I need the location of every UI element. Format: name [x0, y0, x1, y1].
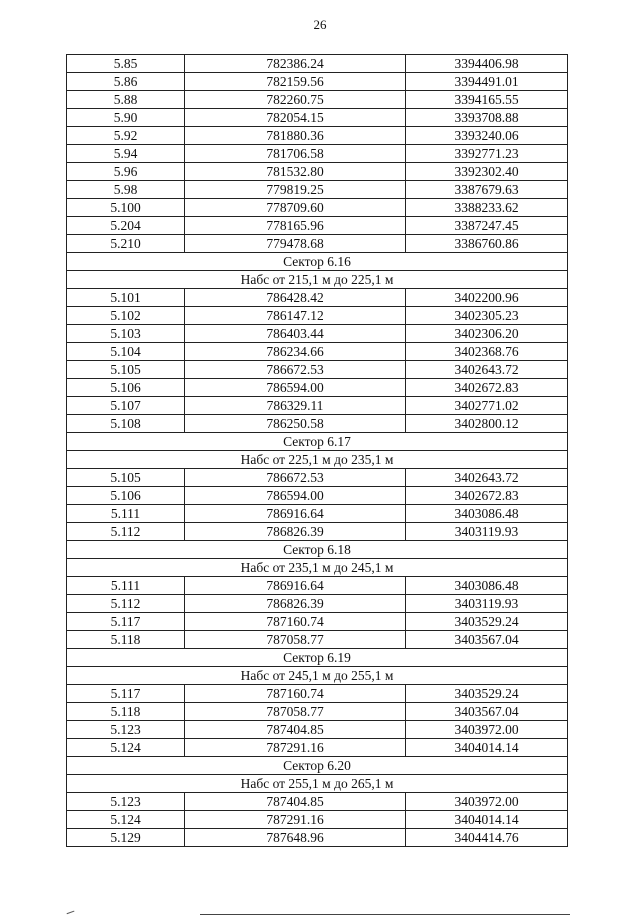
- y-coordinate-cell: 3403529.24: [406, 613, 568, 631]
- sector-range: Набс от 215,1 м до 225,1 м: [67, 271, 568, 289]
- x-coordinate-cell: 786250.58: [185, 415, 406, 433]
- y-coordinate-cell: 3404014.14: [406, 739, 568, 757]
- table-row: [67, 343, 568, 361]
- x-coordinate-cell: 787058.77: [185, 703, 406, 721]
- table-row: [67, 73, 568, 91]
- y-coordinate-cell: 3402368.76: [406, 343, 568, 361]
- x-coordinate-cell: 787160.74: [185, 613, 406, 631]
- x-coordinate-cell: 786147.12: [185, 307, 406, 325]
- x-coordinate-cell: 786428.42: [185, 289, 406, 307]
- table-row: [67, 289, 568, 307]
- x-coordinate-cell: 786672.53: [185, 361, 406, 379]
- table-row: [67, 199, 568, 217]
- x-coordinate-cell: 787058.77: [185, 631, 406, 649]
- x-coordinate-cell: 786916.64: [185, 577, 406, 595]
- table-row: [67, 631, 568, 649]
- sector-range-row: [67, 667, 568, 685]
- table-row: [67, 325, 568, 343]
- y-coordinate-cell: 3392771.23: [406, 145, 568, 163]
- x-coordinate-cell: 781706.58: [185, 145, 406, 163]
- point-id-cell: 5.101: [67, 289, 185, 307]
- table-row: [67, 163, 568, 181]
- sector-range: Набс от 245,1 м до 255,1 м: [67, 667, 568, 685]
- sector-title-row: [67, 253, 568, 271]
- x-coordinate-cell: 786234.66: [185, 343, 406, 361]
- footer-mark: [66, 908, 75, 914]
- point-id-cell: 5.123: [67, 721, 185, 739]
- point-id-cell: 5.210: [67, 235, 185, 253]
- point-id-cell: 5.123: [67, 793, 185, 811]
- point-id-cell: 5.124: [67, 739, 185, 757]
- table-row: [67, 91, 568, 109]
- sector-range: Набс от 255,1 м до 265,1 м: [67, 775, 568, 793]
- point-id-cell: 5.86: [67, 73, 185, 91]
- sector-title-row: [67, 649, 568, 667]
- x-coordinate-cell: 787404.85: [185, 721, 406, 739]
- y-coordinate-cell: 3393708.88: [406, 109, 568, 127]
- y-coordinate-cell: 3394491.01: [406, 73, 568, 91]
- y-coordinate-cell: 3402200.96: [406, 289, 568, 307]
- x-coordinate-cell: 781880.36: [185, 127, 406, 145]
- x-coordinate-cell: 782386.24: [185, 55, 406, 73]
- x-coordinate-cell: 778709.60: [185, 199, 406, 217]
- point-id-cell: 5.98: [67, 181, 185, 199]
- point-id-cell: 5.103: [67, 325, 185, 343]
- sector-range: Набс от 235,1 м до 245,1 м: [67, 559, 568, 577]
- table-row: [67, 217, 568, 235]
- y-coordinate-cell: 3403567.04: [406, 703, 568, 721]
- y-coordinate-cell: 3393240.06: [406, 127, 568, 145]
- y-coordinate-cell: 3388233.62: [406, 199, 568, 217]
- x-coordinate-cell: 782054.15: [185, 109, 406, 127]
- table-row: [67, 379, 568, 397]
- sector-title: Сектор 6.18: [67, 541, 568, 559]
- y-coordinate-cell: 3402643.72: [406, 469, 568, 487]
- point-id-cell: 5.104: [67, 343, 185, 361]
- point-id-cell: 5.118: [67, 703, 185, 721]
- point-id-cell: 5.124: [67, 811, 185, 829]
- point-id-cell: 5.117: [67, 613, 185, 631]
- x-coordinate-cell: 786916.64: [185, 505, 406, 523]
- point-id-cell: 5.90: [67, 109, 185, 127]
- y-coordinate-cell: 3394406.98: [406, 55, 568, 73]
- y-coordinate-cell: 3402771.02: [406, 397, 568, 415]
- coordinates-table-body: [67, 55, 568, 847]
- table-row: [67, 595, 568, 613]
- footer-line: [200, 914, 570, 915]
- y-coordinate-cell: 3402672.83: [406, 379, 568, 397]
- point-id-cell: 5.105: [67, 361, 185, 379]
- point-id-cell: 5.204: [67, 217, 185, 235]
- point-id-cell: 5.107: [67, 397, 185, 415]
- point-id-cell: 5.102: [67, 307, 185, 325]
- x-coordinate-cell: 787291.16: [185, 739, 406, 757]
- sector-range-row: [67, 451, 568, 469]
- point-id-cell: 5.117: [67, 685, 185, 703]
- y-coordinate-cell: 3402306.20: [406, 325, 568, 343]
- y-coordinate-cell: 3403972.00: [406, 793, 568, 811]
- sector-title: Сектор 6.19: [67, 649, 568, 667]
- y-coordinate-cell: 3402672.83: [406, 487, 568, 505]
- sector-range-row: [67, 271, 568, 289]
- x-coordinate-cell: 786329.11: [185, 397, 406, 415]
- x-coordinate-cell: 787648.96: [185, 829, 406, 847]
- table-row: [67, 505, 568, 523]
- point-id-cell: 5.100: [67, 199, 185, 217]
- point-id-cell: 5.111: [67, 505, 185, 523]
- table-row: [67, 721, 568, 739]
- x-coordinate-cell: 781532.80: [185, 163, 406, 181]
- table-row: [67, 793, 568, 811]
- point-id-cell: 5.96: [67, 163, 185, 181]
- point-id-cell: 5.129: [67, 829, 185, 847]
- y-coordinate-cell: 3403119.93: [406, 595, 568, 613]
- y-coordinate-cell: 3402643.72: [406, 361, 568, 379]
- table-row: [67, 685, 568, 703]
- point-id-cell: 5.105: [67, 469, 185, 487]
- x-coordinate-cell: 786672.53: [185, 469, 406, 487]
- y-coordinate-cell: 3404414.76: [406, 829, 568, 847]
- y-coordinate-cell: 3392302.40: [406, 163, 568, 181]
- x-coordinate-cell: 782159.56: [185, 73, 406, 91]
- y-coordinate-cell: 3386760.86: [406, 235, 568, 253]
- x-coordinate-cell: 782260.75: [185, 91, 406, 109]
- table-row: [67, 469, 568, 487]
- x-coordinate-cell: 786826.39: [185, 595, 406, 613]
- y-coordinate-cell: 3394165.55: [406, 91, 568, 109]
- y-coordinate-cell: 3403972.00: [406, 721, 568, 739]
- point-id-cell: 5.85: [67, 55, 185, 73]
- page-number: 26: [313, 17, 327, 32]
- point-id-cell: 5.108: [67, 415, 185, 433]
- table-row: [67, 523, 568, 541]
- table-row: [67, 145, 568, 163]
- table-row: [67, 829, 568, 847]
- x-coordinate-cell: 787404.85: [185, 793, 406, 811]
- table-row: [67, 235, 568, 253]
- y-coordinate-cell: 3403529.24: [406, 685, 568, 703]
- table-row: [67, 127, 568, 145]
- point-id-cell: 5.111: [67, 577, 185, 595]
- sector-title: Сектор 6.20: [67, 757, 568, 775]
- sector-title-row: [67, 433, 568, 451]
- table-row: [67, 739, 568, 757]
- y-coordinate-cell: 3402800.12: [406, 415, 568, 433]
- x-coordinate-cell: 786826.39: [185, 523, 406, 541]
- table-row: [67, 55, 568, 73]
- table-row: [67, 181, 568, 199]
- point-id-cell: 5.112: [67, 523, 185, 541]
- x-coordinate-cell: 786594.00: [185, 379, 406, 397]
- y-coordinate-cell: 3387247.45: [406, 217, 568, 235]
- x-coordinate-cell: 779819.25: [185, 181, 406, 199]
- y-coordinate-cell: 3387679.63: [406, 181, 568, 199]
- point-id-cell: 5.106: [67, 487, 185, 505]
- point-id-cell: 5.94: [67, 145, 185, 163]
- y-coordinate-cell: 3403567.04: [406, 631, 568, 649]
- table-row: [67, 487, 568, 505]
- y-coordinate-cell: 3403086.48: [406, 505, 568, 523]
- sector-range: Набс от 225,1 м до 235,1 м: [67, 451, 568, 469]
- x-coordinate-cell: 786594.00: [185, 487, 406, 505]
- table-row: [67, 307, 568, 325]
- table-row: [67, 577, 568, 595]
- sector-range-row: [67, 559, 568, 577]
- table-row: [67, 397, 568, 415]
- table-row: [67, 811, 568, 829]
- point-id-cell: 5.106: [67, 379, 185, 397]
- coordinates-table: [66, 54, 568, 847]
- table-row: [67, 109, 568, 127]
- y-coordinate-cell: 3403119.93: [406, 523, 568, 541]
- point-id-cell: 5.88: [67, 91, 185, 109]
- table-row: [67, 415, 568, 433]
- point-id-cell: 5.92: [67, 127, 185, 145]
- sector-title-row: [67, 541, 568, 559]
- y-coordinate-cell: 3404014.14: [406, 811, 568, 829]
- table-row: [67, 361, 568, 379]
- sector-range-row: [67, 775, 568, 793]
- point-id-cell: 5.118: [67, 631, 185, 649]
- sector-title-row: [67, 757, 568, 775]
- x-coordinate-cell: 779478.68: [185, 235, 406, 253]
- x-coordinate-cell: 787291.16: [185, 811, 406, 829]
- sector-title: Сектор 6.16: [67, 253, 568, 271]
- point-id-cell: 5.112: [67, 595, 185, 613]
- x-coordinate-cell: 778165.96: [185, 217, 406, 235]
- y-coordinate-cell: 3402305.23: [406, 307, 568, 325]
- table-row: [67, 703, 568, 721]
- x-coordinate-cell: 786403.44: [185, 325, 406, 343]
- y-coordinate-cell: 3403086.48: [406, 577, 568, 595]
- x-coordinate-cell: 787160.74: [185, 685, 406, 703]
- sector-title: Сектор 6.17: [67, 433, 568, 451]
- table-row: [67, 613, 568, 631]
